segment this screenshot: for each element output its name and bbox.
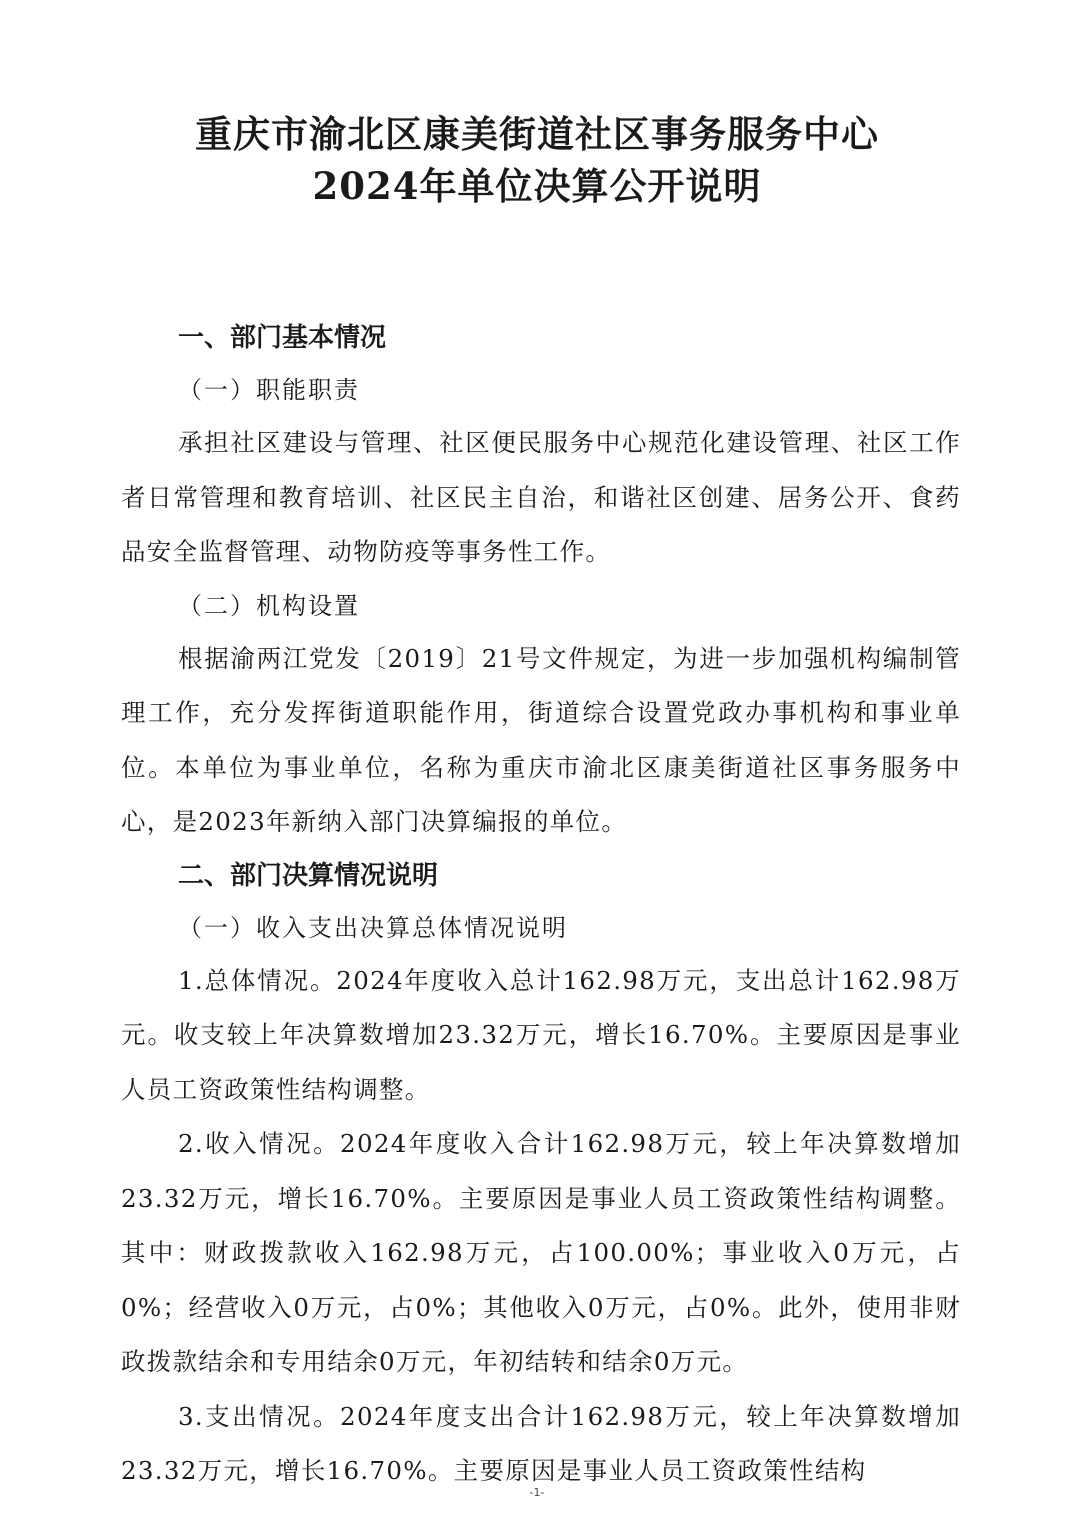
document-title-line1: 重庆市渝北区康美街道社区事务服务中心	[195, 112, 879, 156]
document-body	[121, 312, 961, 1499]
section-heading-basic-info: 一、部门基本情况	[178, 323, 387, 353]
page-number: -1-	[529, 1486, 545, 1499]
document-title-line2: 2024年单位决算公开说明	[312, 164, 762, 208]
paragraph-functions: 承担社区建设与管理、社区便民服务中心规范化建设管理、社区工作者日常管理和教育培训、社区民主自治，和谐社区创建、居务公开、食药品安全监督管理、动物防疫等事务性工作。	[121, 428, 961, 566]
paragraph-overall: 1.总体情况。2024年度收入总计162.98万元，支出总计162.98万元。收支较上年决算数增加23.32万元，增长16.70%。主要原因是事业人员工资政策性结构调整。	[121, 965, 961, 1104]
section-heading-final-accounts: 二、部门决算情况说明	[178, 860, 439, 891]
paragraph-income: 2.收入情况。2024年度收入合计162.98万元，较上年决算数增加23.32万元，增长16.70%。主要原因是事业人员工资政策性结构调整。其中：财政拨款收入162.98万元，占100.00%；事业收入0万元，占0%；经营收入0万元，占0%；其他收入0万元，占0%。此外，使用非财政拨款结余和专用结余0万元，年初结转和结余0万元。	[121, 1129, 961, 1376]
subheading-income-expenditure: （一）收入支出决算总体情况说明	[178, 913, 568, 942]
subheading-organization: （二）机构设置	[178, 591, 360, 620]
paragraph-expenditure: 3.支出情况。2024年度支出合计162.98万元，较上年决算数增加23.32万元，增长16.70%。主要原因是事业人员工资政策性结构	[121, 1401, 961, 1485]
paragraph-organization: 根据渝两江党发〔2019〕21号文件规定，为进一步加强机构编制管理工作，充分发挥街道职能作用，街道综合设置党政办事机构和事业单位。本单位为事业单位，名称为重庆市渝北区康美街道社区事务服务中心，是2023年新纳入部门决算编报的单位。	[121, 643, 961, 836]
subheading-functions: （一）职能职责	[178, 376, 360, 404]
